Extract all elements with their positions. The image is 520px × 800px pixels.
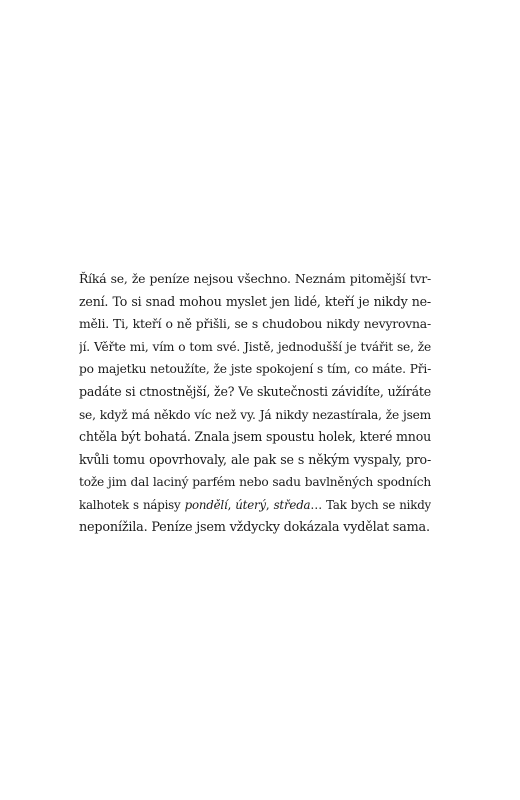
line-11-end: … Tak bych se nikdy (310, 497, 431, 512)
text-line-5: po majetku netoužíte, že jste spokojení s tím, co máte. Při- (79, 362, 431, 377)
line-11-start: kalhotek s nápisy (79, 497, 185, 512)
line-11-separator-1: , (227, 497, 236, 512)
text-line-3: měli. Ti, kteří o ně přišli, se s chudobou nikdy nevyrovna- (79, 316, 431, 332)
italic-day-wednesday: středa (273, 497, 311, 512)
text-line-7: se, když má někdo víc než vy. Já nikdy nezastírala, že jsem (79, 407, 431, 422)
text-line-4: jí. Věřte mi, vím o tom své. Jistě, jednodušší je tvářit se, že (79, 339, 431, 354)
text-line-8: chtěla být bohatá. Znala jsem spoustu holek, které mnou (79, 429, 431, 445)
text-line-2: zení. To si snad mohou myslet jen lidé, kteří je nikdy ne- (79, 293, 431, 309)
text-line-11 (79, 494, 431, 517)
text-line-12: neponížila. Peníze jsem vždycky dokázala vydělat sama. (79, 519, 430, 535)
body-paragraph (79, 268, 431, 539)
line-11-separator-2: , (265, 497, 274, 512)
text-line-10: tože jim dal laciný parfém nebo sadu bavlněných spodních (79, 475, 431, 490)
italic-day-tuesday: úterý (235, 497, 266, 512)
text-line-9: kvůli tomu opovrhovaly, ale pak se s někým vyspaly, pro- (79, 451, 431, 467)
text-line-6: padáte si ctnostnější, že? Ve skutečnosti závidíte, užíráte (79, 383, 431, 399)
italic-day-monday: pondělí (184, 497, 228, 512)
text-line-1: Říká se, že peníze nejsou všechno. Neznám pitomější tvr- (79, 271, 431, 286)
